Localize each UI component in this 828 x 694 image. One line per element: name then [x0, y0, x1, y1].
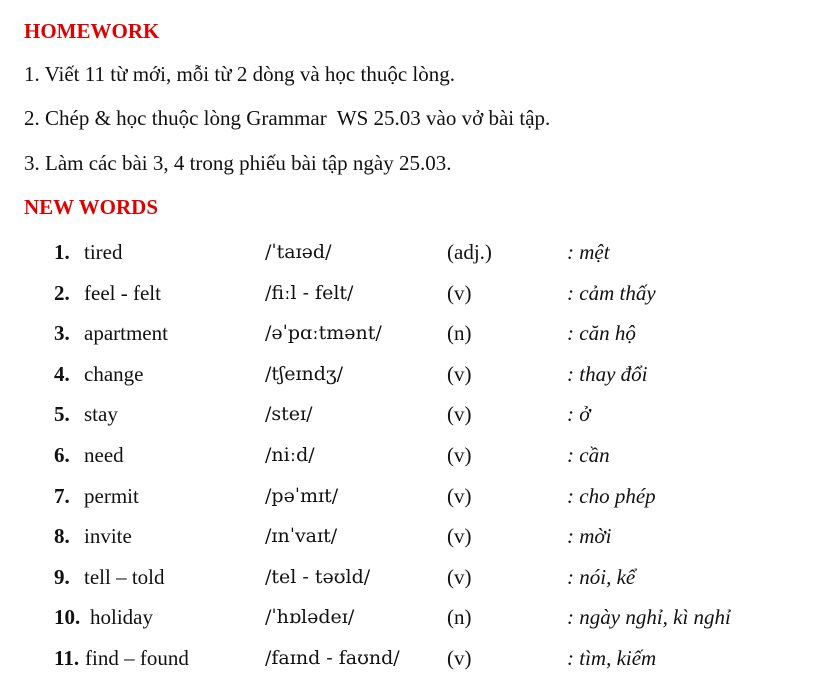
vocab-row	[0, 360, 828, 401]
vocab-part-of-speech: (v)	[447, 361, 472, 386]
vocab-row	[0, 238, 828, 279]
vocab-word: permit	[84, 483, 139, 508]
vocab-pronunciation: /tʃeɪndʒ/	[265, 362, 344, 385]
vocab-number: 3.	[54, 321, 70, 346]
vocab-part-of-speech: (adj.)	[447, 240, 492, 264]
new-words-heading: NEW WORDS	[24, 195, 159, 219]
vocab-part-of-speech: (v)	[447, 524, 472, 549]
vocab-number: 10.	[54, 605, 81, 630]
vocab-meaning: : cần	[567, 442, 610, 467]
vocab-number: 1.	[54, 240, 70, 264]
vocab-pronunciation: /ˈtaɪəd/	[265, 241, 332, 263]
vocab-row	[0, 441, 828, 482]
vocab-word: tell – told	[84, 564, 165, 589]
vocab-word: tired	[84, 240, 123, 264]
vocab-part-of-speech: (n)	[447, 605, 472, 630]
vocab-meaning: : cảm thấy	[567, 280, 656, 305]
vocab-row	[0, 644, 828, 685]
vocab-meaning: : căn hộ	[567, 321, 636, 346]
vocab-meaning: : thay đổi	[567, 361, 648, 386]
vocab-part-of-speech: (v)	[447, 402, 472, 427]
vocab-row	[0, 522, 828, 563]
vocab-pronunciation: /pəˈmɪt/	[265, 484, 339, 507]
vocab-row	[0, 482, 828, 523]
vocab-word: invite	[84, 524, 132, 549]
vocab-pronunciation: /əˈpɑːtmənt/	[265, 322, 382, 345]
vocab-word: stay	[84, 402, 118, 427]
vocab-part-of-speech: (v)	[447, 645, 472, 670]
homework-heading: HOMEWORK	[24, 19, 160, 43]
vocab-word: find – found	[85, 645, 189, 670]
vocab-word: apartment	[84, 321, 168, 346]
vocab-pronunciation: /ˈhɒlədeɪ/	[265, 606, 355, 629]
vocab-pronunciation: /steɪ/	[265, 403, 313, 426]
vocab-number: 9.	[54, 564, 70, 589]
vocab-meaning: : nói, kể	[567, 564, 636, 589]
homework-task: 1. Viết 11 từ mới, mỗi từ 2 dòng và học thuộc lòng.	[24, 62, 455, 86]
vocab-pronunciation: /fiːl - felt/	[265, 281, 354, 304]
vocab-meaning: : ở	[567, 402, 591, 427]
vocab-number: 8.	[54, 524, 70, 549]
vocab-pronunciation: /tel - təʊld/	[265, 565, 371, 588]
vocab-word: holiday	[90, 605, 153, 630]
vocab-number: 11.	[54, 645, 80, 670]
vocab-number: 7.	[54, 483, 70, 508]
vocab-part-of-speech: (v)	[447, 483, 472, 508]
vocabulary-list	[0, 238, 828, 685]
vocab-meaning: : mệt	[567, 240, 610, 264]
vocab-part-of-speech: (v)	[447, 280, 472, 305]
vocab-meaning: : cho phép	[567, 483, 656, 508]
vocab-word: need	[84, 442, 124, 467]
vocab-row	[0, 603, 828, 644]
vocab-row	[0, 319, 828, 360]
vocab-row	[0, 279, 828, 320]
vocab-number: 2.	[54, 280, 70, 305]
vocab-part-of-speech: (n)	[447, 321, 472, 346]
vocab-pronunciation: /niːd/	[265, 443, 315, 466]
vocab-pronunciation: /faɪnd - faʊnd/	[265, 646, 400, 669]
vocab-word: feel - felt	[84, 280, 161, 305]
vocab-number: 5.	[54, 402, 70, 427]
vocab-meaning: : ngày nghỉ, kì nghỉ	[567, 605, 731, 630]
vocab-number: 4.	[54, 361, 70, 386]
vocab-row	[0, 563, 828, 604]
vocab-word: change	[84, 361, 144, 386]
vocab-part-of-speech: (v)	[447, 564, 472, 589]
vocab-meaning: : tìm, kiếm	[567, 645, 657, 670]
vocab-part-of-speech: (v)	[447, 442, 472, 467]
vocab-pronunciation: /ɪnˈvaɪt/	[265, 525, 338, 548]
homework-task: 2. Chép & học thuộc lòng Grammar WS 25.03 vào vở bài tập.	[24, 106, 551, 130]
vocab-number: 6.	[54, 442, 70, 467]
vocab-meaning: : mời	[567, 524, 612, 549]
vocab-row	[0, 400, 828, 441]
homework-task: 3. Làm các bài 3, 4 trong phiếu bài tập ngày 25.03.	[24, 151, 452, 175]
